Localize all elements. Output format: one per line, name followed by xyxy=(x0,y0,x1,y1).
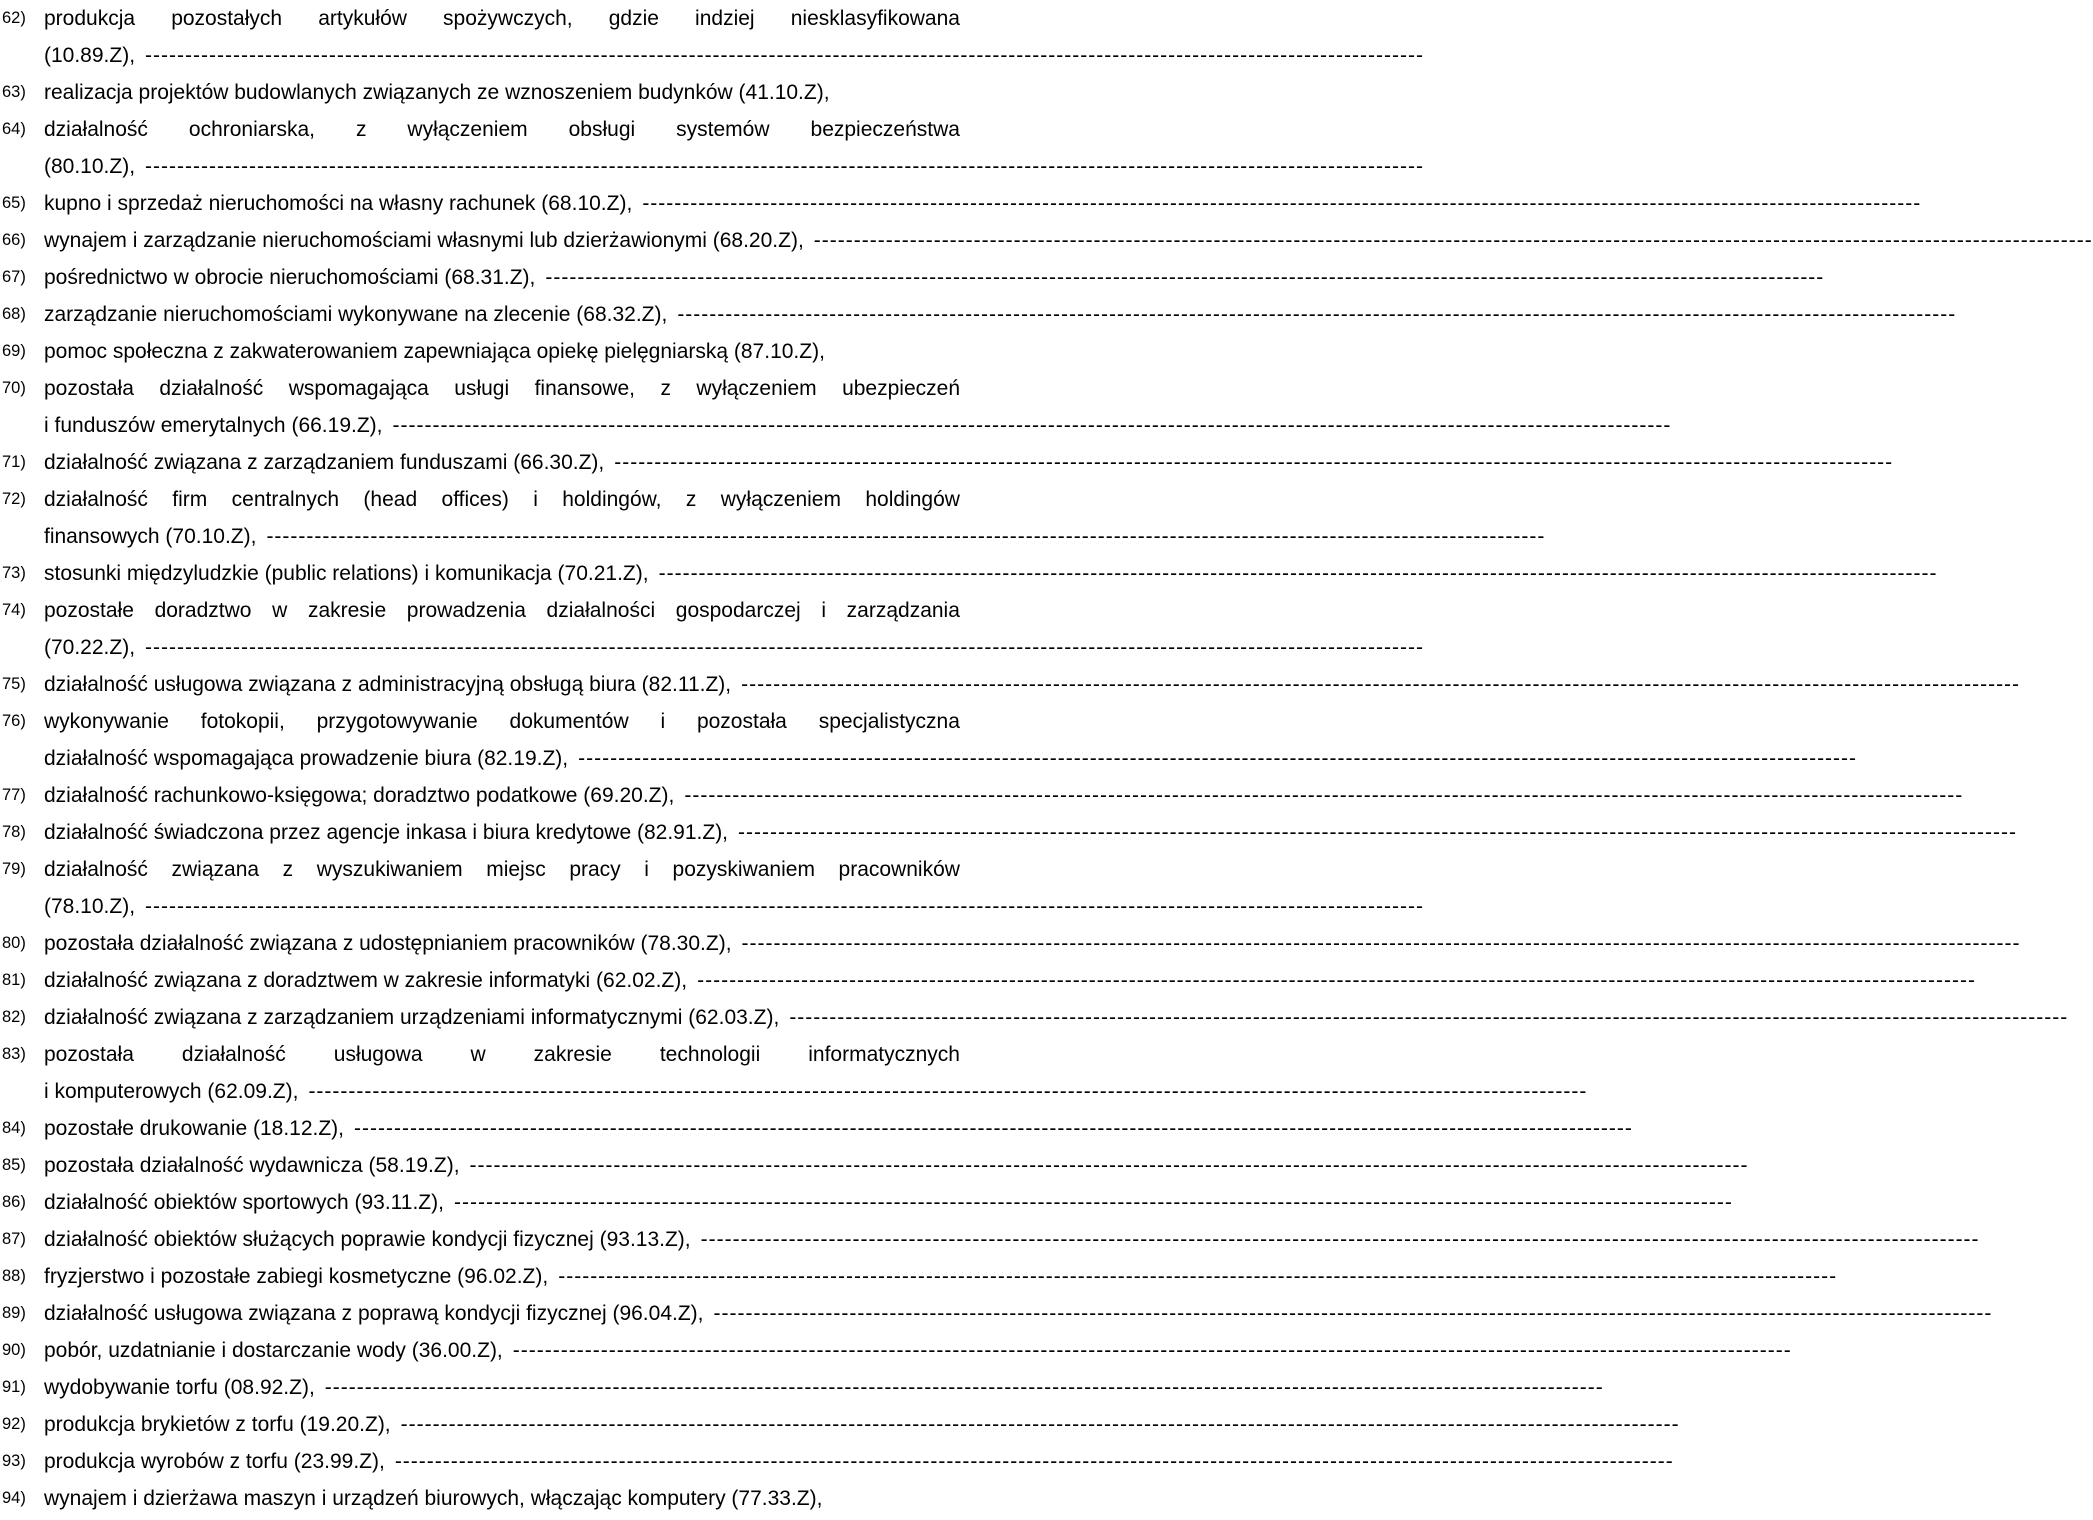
item-line-text: zarządzanie nieruchomościami wykonywane na zlecenie (68.32.Z), xyxy=(44,303,668,326)
item-line-text: pomoc społeczna z zakwaterowaniem zapewniająca opiekę pielęgniarską (87.10.Z), xyxy=(44,340,825,363)
item-line xyxy=(44,925,2021,962)
list-item xyxy=(0,592,1424,666)
dash-leader: ---------------------------------------------------------------------------------------------------------------------------------------------------------------- xyxy=(145,636,1424,659)
item-number: 65) xyxy=(2,194,26,212)
dash-leader: ---------------------------------------------------------------------------------------------------------------------------------------------------------------- xyxy=(545,266,1825,289)
item-line-text: działalność wspomagająca prowadzenie biura (82.19.Z), xyxy=(44,747,569,770)
item-line-text: wynajem i zarządzanie nieruchomościami własnymi lub dzierżawionymi (68.20.Z), xyxy=(44,229,804,252)
dash-leader: ---------------------------------------------------------------------------------------------------------------------------------------------------------------- xyxy=(145,155,1424,178)
dash-leader: ---------------------------------------------------------------------------------------------------------------------------------------------------------------- xyxy=(614,451,1894,474)
item-line: działalność firm centralnych (head offices) i holdingów, z wyłączeniem holdingów xyxy=(44,488,960,511)
item-number: 90) xyxy=(2,1341,26,1359)
item-line xyxy=(44,296,1957,333)
item-number: 91) xyxy=(2,1378,26,1396)
item-number: 76) xyxy=(2,712,26,730)
item-number: 64) xyxy=(2,120,26,138)
item-text xyxy=(44,185,1922,222)
item-number: 78) xyxy=(2,823,26,841)
item-text xyxy=(44,1480,960,1517)
dash-leader: ---------------------------------------------------------------------------------------------------------------------------------------------------------------- xyxy=(145,895,1424,918)
item-text xyxy=(44,1369,1604,1406)
list-item xyxy=(0,333,960,370)
dash-leader: ---------------------------------------------------------------------------------------------------------------------------------------------------------------- xyxy=(741,673,2021,696)
item-number: 89) xyxy=(2,1304,26,1322)
list-item xyxy=(0,1443,1674,1480)
list-item xyxy=(0,444,1894,481)
item-line-text: pozostałe drukowanie (18.12.Z), xyxy=(44,1117,344,1140)
list-item xyxy=(0,1332,1792,1369)
item-text xyxy=(44,111,1424,185)
item-line: produkcja pozostałych artykułów spożywczych, gdzie indziej niesklasyfikowana xyxy=(44,7,960,30)
list-item xyxy=(0,1295,1993,1332)
item-line: działalność związana z wyszukiwaniem miejsc pracy i pozyskiwaniem pracowników xyxy=(44,858,960,881)
item-line xyxy=(44,1110,1633,1147)
item-line-text: (78.10.Z), xyxy=(44,895,136,918)
item-number: 83) xyxy=(2,1045,26,1063)
item-line xyxy=(44,1221,1980,1258)
list-item xyxy=(0,666,2021,703)
item-number: 68) xyxy=(2,305,26,323)
item-line xyxy=(44,148,1424,185)
item-text xyxy=(44,370,1672,444)
item-line xyxy=(44,444,1894,481)
item-number: 94) xyxy=(2,1489,26,1507)
dash-leader: ---------------------------------------------------------------------------------------------------------------------------------------------------------------- xyxy=(354,1117,1633,1140)
dash-leader: ---------------------------------------------------------------------------------------------------------------------------------------------------------------- xyxy=(677,303,1957,326)
item-text xyxy=(44,333,960,370)
item-text xyxy=(44,1221,1980,1258)
item-text xyxy=(44,296,1957,333)
dash-leader: ---------------------------------------------------------------------------------------------------------------------------------------------------------------- xyxy=(713,1302,1993,1325)
item-line xyxy=(44,74,960,111)
item-line xyxy=(44,1332,1792,1369)
item-number: 70) xyxy=(2,379,26,397)
list-item xyxy=(0,1480,960,1517)
item-line-text: pozostała działalność związana z udostępnianiem pracowników (78.30.Z), xyxy=(44,932,732,955)
item-number: 67) xyxy=(2,268,26,286)
item-text xyxy=(44,962,1976,999)
item-line xyxy=(44,518,1546,555)
list-item xyxy=(0,1184,1733,1221)
list-item xyxy=(0,185,1922,222)
dash-leader: ---------------------------------------------------------------------------------------------------------------------------------------------------------------- xyxy=(266,525,1546,548)
item-line-text: kupno i sprzedaż nieruchomości na własny rachunek (68.10.Z), xyxy=(44,192,633,215)
list-item xyxy=(0,851,1424,925)
item-text xyxy=(44,999,2069,1036)
dash-leader: ---------------------------------------------------------------------------------------------------------------------------------------------------------------- xyxy=(658,562,1938,585)
item-line xyxy=(44,1073,1588,1110)
item-line xyxy=(44,1295,1993,1332)
list-item xyxy=(0,1258,1838,1295)
item-line xyxy=(44,259,1825,296)
item-line xyxy=(44,629,1424,666)
item-line xyxy=(44,814,2017,851)
item-line-text: pośrednictwo w obrocie nieruchomościami (68.31.Z), xyxy=(44,266,536,289)
dash-leader: ---------------------------------------------------------------------------------------------------------------------------------------------------------------- xyxy=(684,784,1964,807)
list-item xyxy=(0,925,2021,962)
item-line-text: działalność rachunkowo-księgowa; doradztwo podatkowe (69.20.Z), xyxy=(44,784,675,807)
item-number: 86) xyxy=(2,1193,26,1211)
item-line xyxy=(44,1443,1674,1480)
item-text xyxy=(44,74,960,111)
item-line xyxy=(44,962,1976,999)
item-text xyxy=(44,0,1424,74)
dash-leader: ---------------------------------------------------------------------------------------------------------------------------------------------------------------- xyxy=(789,1006,2069,1029)
item-line-text: działalność świadczona przez agencje inkasa i biura kredytowe (82.91.Z), xyxy=(44,821,729,844)
list-item xyxy=(0,777,1964,814)
item-line xyxy=(44,740,1858,777)
item-number: 92) xyxy=(2,1415,26,1433)
item-number: 88) xyxy=(2,1267,26,1285)
list-item xyxy=(0,1406,1680,1443)
item-text xyxy=(44,703,1858,777)
item-number: 84) xyxy=(2,1119,26,1137)
item-number: 62) xyxy=(2,9,26,27)
item-line xyxy=(44,333,960,370)
item-line: pozostała działalność wspomagająca usługi finansowe, z wyłączeniem ubezpieczeń xyxy=(44,377,960,400)
list-item xyxy=(0,703,1858,777)
item-line-text: fryzjerstwo i pozostałe zabiegi kosmetyczne (96.02.Z), xyxy=(44,1265,549,1288)
item-text xyxy=(44,851,1424,925)
item-line xyxy=(44,1184,1733,1221)
dash-leader: ---------------------------------------------------------------------------------------------------------------------------------------------------------------- xyxy=(324,1376,1604,1399)
list-item xyxy=(0,1221,1980,1258)
dash-leader: ---------------------------------------------------------------------------------------------------------------------------------------------------------------- xyxy=(813,229,2093,252)
item-text xyxy=(44,1406,1680,1443)
list-item xyxy=(0,0,1424,74)
list-item xyxy=(0,1036,1588,1110)
dash-leader: ---------------------------------------------------------------------------------------------------------------------------------------------------------------- xyxy=(741,932,2021,955)
item-line xyxy=(44,222,2093,259)
item-text xyxy=(44,1258,1838,1295)
item-line xyxy=(44,1147,1749,1184)
list-item xyxy=(0,222,2093,259)
dash-leader: ---------------------------------------------------------------------------------------------------------------------------------------------------------------- xyxy=(512,1339,1792,1362)
item-line-text: finansowych (70.10.Z), xyxy=(44,525,257,548)
list-item xyxy=(0,259,1825,296)
item-text xyxy=(44,814,2017,851)
item-line-text: działalność obiektów sportowych (93.11.Z), xyxy=(44,1191,444,1214)
list-item xyxy=(0,555,1938,592)
item-number: 74) xyxy=(2,601,26,619)
dash-leader: ---------------------------------------------------------------------------------------------------------------------------------------------------------------- xyxy=(642,192,1922,215)
dash-leader: ---------------------------------------------------------------------------------------------------------------------------------------------------------------- xyxy=(738,821,2017,844)
item-line-text: realizacja projektów budowlanych związanych ze wznoszeniem budynków (41.10.Z), xyxy=(44,81,830,104)
item-line xyxy=(44,37,1424,74)
item-line-text: (80.10.Z), xyxy=(44,155,136,178)
item-line-text: produkcja brykietów z torfu (19.20.Z), xyxy=(44,1413,391,1436)
item-line-text: działalność obiektów służących poprawie kondycji fizycznej (93.13.Z), xyxy=(44,1228,691,1251)
item-line xyxy=(44,666,2021,703)
item-text xyxy=(44,1110,1633,1147)
item-text xyxy=(44,1036,1588,1110)
item-text xyxy=(44,1295,1993,1332)
item-text xyxy=(44,925,2021,962)
item-line-text: wydobywanie torfu (08.92.Z), xyxy=(44,1376,315,1399)
list-item xyxy=(0,962,1976,999)
item-number: 79) xyxy=(2,860,26,878)
list-item xyxy=(0,111,1424,185)
item-line: pozostała działalność usługowa w zakresie technologii informatycznych xyxy=(44,1043,960,1066)
list-item xyxy=(0,1147,1749,1184)
dash-leader: ---------------------------------------------------------------------------------------------------------------------------------------------------------------- xyxy=(578,747,1858,770)
item-text xyxy=(44,592,1424,666)
item-number: 87) xyxy=(2,1230,26,1248)
item-line xyxy=(44,185,1922,222)
dash-leader: ---------------------------------------------------------------------------------------------------------------------------------------------------------------- xyxy=(558,1265,1838,1288)
item-text xyxy=(44,444,1894,481)
item-line-text: pozostała działalność wydawnicza (58.19.Z), xyxy=(44,1154,460,1177)
item-number: 80) xyxy=(2,934,26,952)
item-text xyxy=(44,1443,1674,1480)
list-item xyxy=(0,74,960,111)
item-line xyxy=(44,1406,1680,1443)
dash-leader: ---------------------------------------------------------------------------------------------------------------------------------------------------------------- xyxy=(469,1154,1749,1177)
dash-leader: ---------------------------------------------------------------------------------------------------------------------------------------------------------------- xyxy=(394,1450,1674,1473)
item-number: 73) xyxy=(2,564,26,582)
item-line xyxy=(44,1369,1604,1406)
list-item xyxy=(0,814,2017,851)
item-line-text: działalność związana z zarządzaniem urządzeniami informatycznymi (62.03.Z), xyxy=(44,1006,780,1029)
item-text xyxy=(44,222,2093,259)
item-number: 77) xyxy=(2,786,26,804)
dash-leader: ---------------------------------------------------------------------------------------------------------------------------------------------------------------- xyxy=(392,414,1672,437)
item-text xyxy=(44,481,1546,555)
item-line xyxy=(44,1258,1838,1295)
item-line: wykonywanie fotokopii, przygotowywanie dokumentów i pozostała specjalistyczna xyxy=(44,710,960,733)
list-item xyxy=(0,999,2069,1036)
item-line-text: stosunki międzyludzkie (public relations) i komunikacja (70.21.Z), xyxy=(44,562,649,585)
item-text xyxy=(44,259,1825,296)
dash-leader: ---------------------------------------------------------------------------------------------------------------------------------------------------------------- xyxy=(700,1228,1980,1251)
item-line xyxy=(44,1480,960,1517)
item-line-text: i komputerowych (62.09.Z), xyxy=(44,1080,299,1103)
item-line-text: działalność związana z doradztwem w zakresie informatyki (62.02.Z), xyxy=(44,969,688,992)
item-line-text: działalność usługowa związana z administracyjną obsługą biura (82.11.Z), xyxy=(44,673,732,696)
list-item xyxy=(0,296,1957,333)
item-line-text: działalność związana z zarządzaniem funduszami (66.30.Z), xyxy=(44,451,605,474)
item-line-text: pobór, uzdatnianie i dostarczanie wody (36.00.Z), xyxy=(44,1339,503,1362)
dash-leader: ---------------------------------------------------------------------------------------------------------------------------------------------------------------- xyxy=(453,1191,1733,1214)
item-text xyxy=(44,1184,1733,1221)
dash-leader: ---------------------------------------------------------------------------------------------------------------------------------------------------------------- xyxy=(308,1080,1588,1103)
item-line-text: produkcja wyrobów z torfu (23.99.Z), xyxy=(44,1450,385,1473)
item-line-text: i funduszów emerytalnych (66.19.Z), xyxy=(44,414,383,437)
item-number: 66) xyxy=(2,231,26,249)
item-number: 63) xyxy=(2,83,26,101)
item-number: 69) xyxy=(2,342,26,360)
item-line xyxy=(44,407,1672,444)
list-item xyxy=(0,370,1672,444)
list-item xyxy=(0,1369,1604,1406)
item-number: 85) xyxy=(2,1156,26,1174)
item-line: działalność ochroniarska, z wyłączeniem obsługi systemów bezpieczeństwa xyxy=(44,118,960,141)
item-line xyxy=(44,999,2069,1036)
item-text xyxy=(44,1147,1749,1184)
dash-leader: ---------------------------------------------------------------------------------------------------------------------------------------------------------------- xyxy=(697,969,1976,992)
item-line-text: działalność usługowa związana z poprawą kondycji fizycznej (96.04.Z), xyxy=(44,1302,704,1325)
list-item xyxy=(0,481,1546,555)
item-number: 75) xyxy=(2,675,26,693)
dash-leader: ---------------------------------------------------------------------------------------------------------------------------------------------------------------- xyxy=(145,44,1424,67)
item-number: 71) xyxy=(2,453,26,471)
item-line-text: (70.22.Z), xyxy=(44,636,136,659)
list-item xyxy=(0,1110,1633,1147)
item-number: 82) xyxy=(2,1008,26,1026)
item-text xyxy=(44,1332,1792,1369)
item-line xyxy=(44,888,1424,925)
item-line-text: (10.89.Z), xyxy=(44,44,136,67)
item-number: 93) xyxy=(2,1452,26,1470)
item-line-text: wynajem i dzierżawa maszyn i urządzeń biurowych, włączając komputery (77.33.Z), xyxy=(44,1487,823,1510)
item-line xyxy=(44,777,1964,814)
item-number: 72) xyxy=(2,490,26,508)
item-text xyxy=(44,555,1938,592)
item-text xyxy=(44,777,1964,814)
item-text xyxy=(44,666,2021,703)
item-line: pozostałe doradztwo w zakresie prowadzenia działalności gospodarczej i zarządzania xyxy=(44,599,960,622)
item-line xyxy=(44,555,1938,592)
dash-leader: ---------------------------------------------------------------------------------------------------------------------------------------------------------------- xyxy=(400,1413,1680,1436)
item-number: 81) xyxy=(2,971,26,989)
